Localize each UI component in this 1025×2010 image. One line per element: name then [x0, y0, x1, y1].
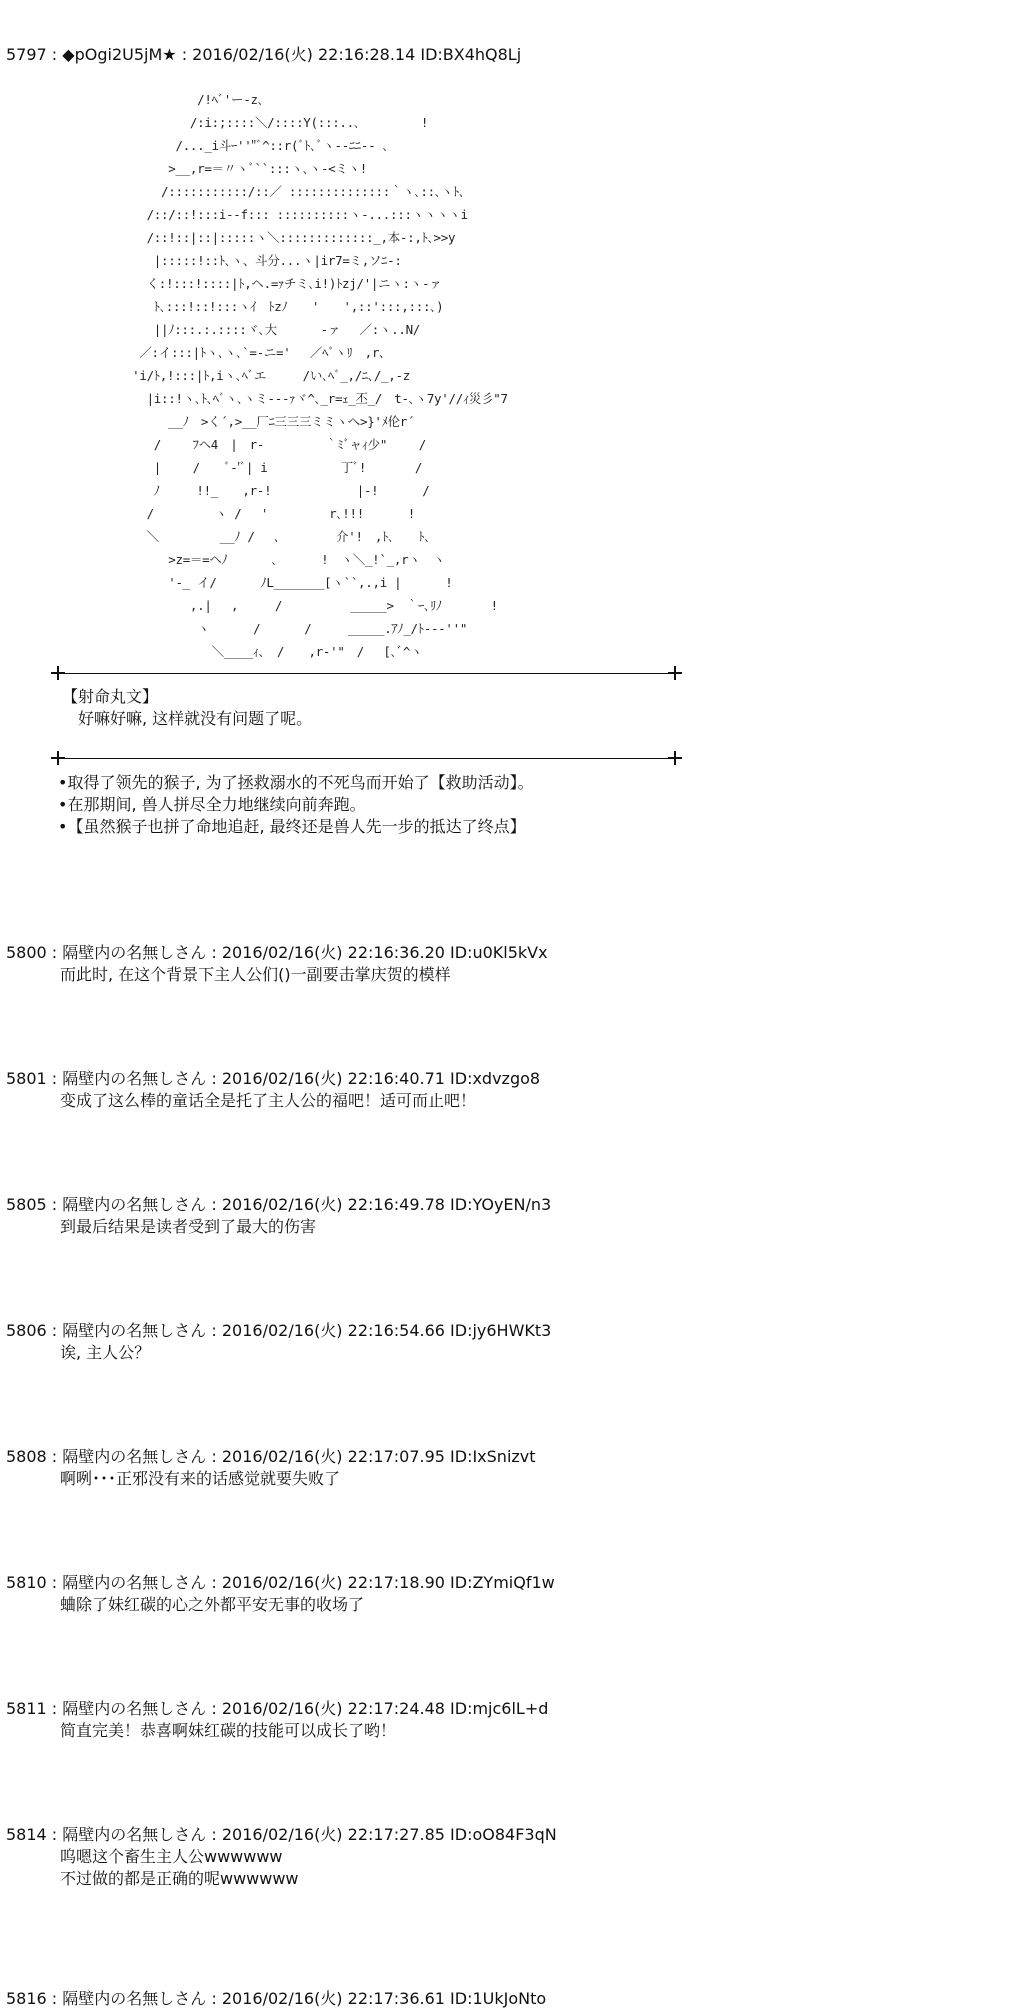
speech-top-rule [58, 673, 678, 674]
post-5797 [6, 44, 1006, 66]
post-header: 5816 : 隔壁内の名無しさん : 2016/02/16(火) 22:17:36.61 ID:1UkJoNto [6, 1989, 547, 2008]
ascii-art-illustration: /!ﾍﾞ'ー-z､ /:i:;::::＼/::::Y(:::..､ ! /..._i斗ｰ''"ﾞ^::r(ﾞﾄ､ﾞヽ--ﾆﾆ-- ､ >__,r=＝〃ヽﾞ``:::ヽ､ヽ-<ミヽ! /:::::::::::/::／ ::::::::::::::｀ヽ､::､ヽﾄ､ /::/::!:::i--f::: ::::::::::ヽ-...:::ヽヽヽヽi /::!::|::|:::::ヽ＼:::::::::::::_,本-:,ﾄ､>>y |:::::!::ﾄ､ヽ、斗分...ヽ|ir7=ミ,ソﾆ-: く:!:::!::::|ﾄ,ヘ.=ｧチミ､i!)ﾄzj/'|ニヽ:ヽ-ァ ﾄ､:::!::!:::ヽｲ ﾄzﾉ ' ',::':::,:::､) ||ﾉ:::.:.::::ヾ､大 -ァ ／:ヽ..N/ ／:イ:::|ﾄヽ､ヽ､`=-ニ=' ／ﾍﾞヽﾘ ,r､ 'i/ﾄ,!:::|ﾄ,iヽ､ﾍﾞエ /い､ﾍﾞ_,/ﾆ､/_,-z |i::!ヽ､ﾄ､ﾍﾞヽ､ヽミ-‐-ｧヾ^､_r=ｪ_丕_/ t-､ヽ7y'//ｨ災彡"7 __ﾉ >く´,>__厂ﾆ三三三ミミヽへ>}'ﾒ伦r´ / ﾌヘ4 | r- ｀ﾐﾞャｨ少" / | / ﾞ-'ﾞ| i 丁ﾞ! / ﾉ !!_ ,r-! |-! / / ヽ / ' r､!!! ! ＼ __ﾉ / ､ 介'! ,ﾄ､ ﾄ､ >z=＝=ヘﾉ ､ ! ヽ＼_!`_,rヽ ヽ '-_ イ/ ﾉL_______[ヽ``,.,i | ! ,.| , / _____> ｀ｰ､ﾘﾉ ! ヽ / / _____.ｱﾉ_/ﾄ---''" ＼____ｨ､ / ,r-'" / [､ﾞ^ヽ [132, 92, 508, 659]
cross-ornament [51, 751, 65, 765]
post-body-line: 变成了这么棒的童话全是托了主人公的福吧！适可而止吧！ [60, 1091, 477, 1110]
narration-line: •【虽然猴子也拼了命地追赶, 最终还是兽人先一步的抵达了终点】 [58, 817, 526, 836]
post-header: 5810 : 隔壁内の名無しさん : 2016/02/16(火) 22:17:18.90 ID:ZYmiQf1w [6, 1573, 555, 1592]
post-body-line: 不过做的都是正确的呢wwwwww [60, 1869, 299, 1888]
post-header: 5805 : 隔壁内の名無しさん : 2016/02/16(火) 22:16:49.78 ID:YOyEN/n3 [6, 1195, 552, 1214]
post-5810 [6, 1572, 1006, 1616]
cross-ornament [51, 666, 65, 680]
post-body-line: 蛐除了妹红碳的心之外都平安无事的收场了 [60, 1595, 365, 1614]
post-header: 5811 : 隔壁内の名無しさん : 2016/02/16(火) 22:17:24.48 ID:mjc6lL+d [6, 1699, 549, 1718]
cross-ornament [668, 751, 682, 765]
post-5814 [6, 1824, 1006, 1890]
post-header: 5808 : 隔壁内の名無しさん : 2016/02/16(火) 22:17:07.95 ID:IxSnizvt [6, 1447, 536, 1466]
post-header: 5814 : 隔壁内の名無しさん : 2016/02/16(火) 22:17:27.85 ID:oO84F3qN [6, 1825, 557, 1844]
speech-bottom-rule [58, 758, 678, 759]
post-header: 5797 : ◆pOgi2U5jM★ : 2016/02/16(火) 22:16:28.14 ID:BX4hQ8Lj [6, 45, 522, 64]
narration-line: •取得了领先的猴子, 为了拯救溺水的不死鸟而开始了【救助活动】。 [58, 773, 534, 792]
post-header: 5800 : 隔壁内の名無しさん : 2016/02/16(火) 22:16:36.20 ID:u0Kl5kVx [6, 943, 548, 962]
post-5805 [6, 1194, 1006, 1238]
post-body-line: 呜嗯这个畜生主人公wwwwww [60, 1847, 283, 1866]
post-header: 5806 : 隔壁内の名無しさん : 2016/02/16(火) 22:16:54.66 ID:jy6HWKt3 [6, 1321, 552, 1340]
narration-line: •在那期间, 兽人拼尽全力地继续向前奔跑。 [58, 795, 366, 814]
post-5808 [6, 1446, 1006, 1490]
post-5801 [6, 1068, 1006, 1112]
cross-ornament [668, 666, 682, 680]
speech-line: 好嘛好嘛, 这样就没有问题了呢。 [62, 709, 313, 728]
post-body-line: 而此时, 在这个背景下主人公们()一副要击掌庆贺的模样 [60, 965, 451, 984]
post-5811 [6, 1698, 1006, 1742]
post-5806 [6, 1320, 1006, 1364]
speech-speaker: 【射命丸文】 [62, 687, 159, 706]
post-header: 5801 : 隔壁内の名無しさん : 2016/02/16(火) 22:16:40.71 ID:xdvzgo8 [6, 1069, 541, 1088]
post-body-line: 到最后结果是读者受到了最大的伤害 [60, 1217, 317, 1236]
post-body-line: 诶, 主人公？ [60, 1343, 151, 1362]
post-5816 [6, 1988, 1006, 2010]
post-body-line: 啊咧･･･正邪没有来的话感觉就要失败了 [60, 1469, 341, 1488]
post-5800 [6, 942, 1006, 986]
post-body-line: 简直完美！恭喜啊妹红碳的技能可以成长了哟！ [60, 1721, 397, 1740]
